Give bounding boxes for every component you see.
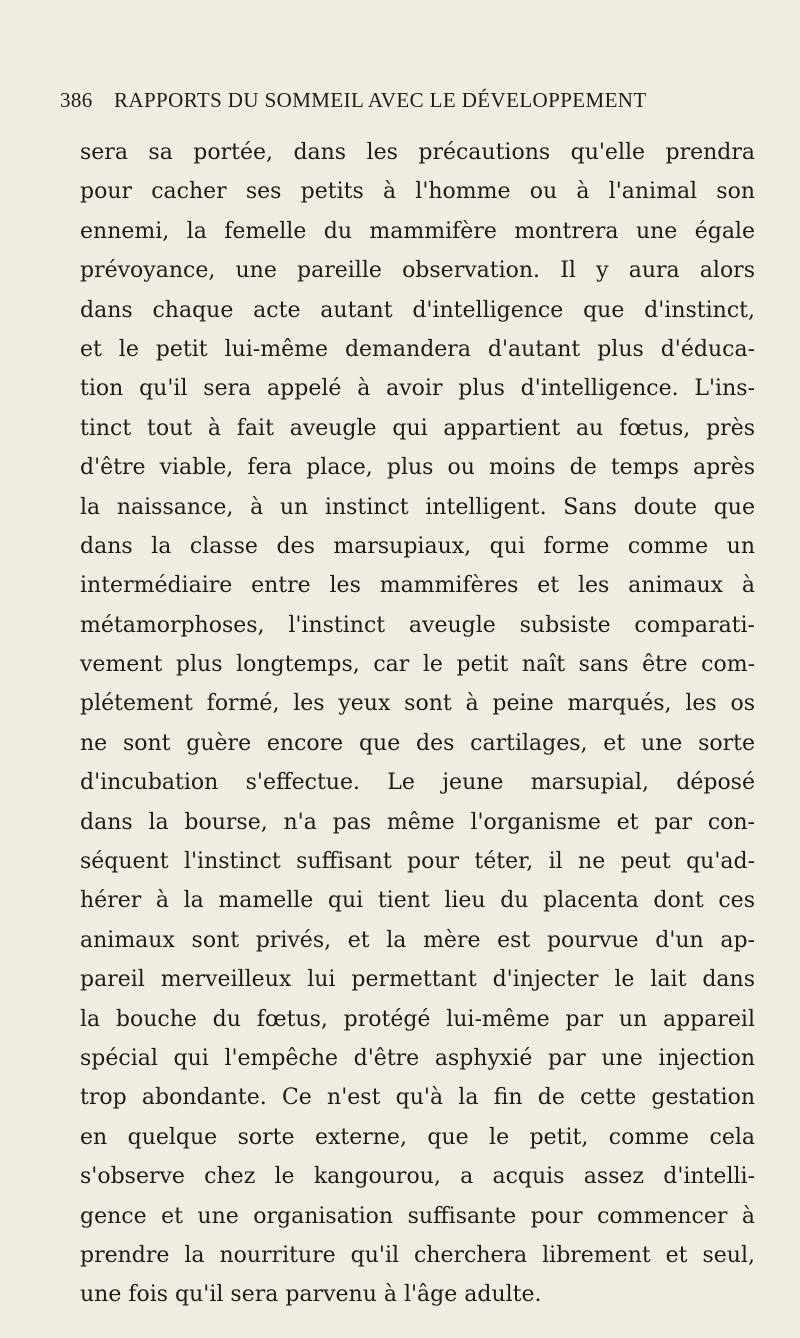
text-line: s'observe chez le kangourou, a acquis assez d'intelli-	[80, 1164, 755, 1190]
text-line: animaux sont privés, et la mère est pourvue d'un ap-	[80, 927, 755, 953]
text-line: la bouche du fœtus, protégé lui-même par un appareil	[80, 1006, 755, 1032]
text-line: intermédiaire entre les mammifères et les animaux à	[80, 573, 755, 599]
text-line: ne sont guère encore que des cartilages, et une sorte	[80, 730, 755, 756]
page-header	[56, 88, 746, 118]
text-line: hérer à la mamelle qui tient lieu du placenta dont ces	[80, 888, 755, 914]
text-line: séquent l'instinct suffisant pour téter, il ne peut qu'ad-	[80, 849, 755, 875]
text-line: dans chaque acte autant d'intelligence que d'instinct,	[80, 297, 755, 323]
text-line: prendre la nourriture qu'il cherchera librement et seul,	[80, 1242, 755, 1268]
text-line: gence et une organisation suffisante pour commencer à	[80, 1203, 755, 1229]
text-line: dans la classe des marsupiaux, qui forme comme un	[80, 533, 755, 559]
text-line: la naissance, à un instinct intelligent. Sans doute que	[80, 494, 755, 520]
text-line: une fois qu'il sera parvenu à l'âge adulte.	[80, 1282, 542, 1308]
text-line: trop abondante. Ce n'est qu'à la fin de cette gestation	[80, 1085, 755, 1111]
text-line: plétement formé, les yeux sont à peine marqués, les os	[80, 691, 755, 717]
text-line: spécial qui l'empêche d'être asphyxié par une injection	[80, 1045, 755, 1071]
text-line: prévoyance, une pareille observation. Il y aura alors	[80, 258, 755, 284]
text-line: vement plus longtemps, car le petit naît sans être com-	[80, 652, 755, 678]
text-line: sera sa portée, dans les précautions qu'elle prendra	[80, 140, 755, 165]
text-line: d'être viable, fera place, plus ou moins de temps après	[80, 455, 755, 481]
text-line: dans la bourse, n'a pas même l'organisme et par con-	[80, 809, 755, 835]
text-line: pour cacher ses petits à l'homme ou à l'animal son	[80, 179, 755, 205]
text-line: tinct tout à fait aveugle qui appartient au fœtus, près	[80, 415, 755, 441]
text-line: ennemi, la femelle du mammifère montrera une égale	[80, 218, 755, 244]
text-line: en quelque sorte externe, que le petit, comme cela	[80, 1124, 755, 1150]
text-line: d'incubation s'effectue. Le jeune marsupial, déposé	[80, 770, 755, 796]
text-line: pareil merveilleux lui permettant d'injecter le lait dans	[80, 967, 755, 993]
body-text	[80, 133, 755, 1315]
text-line: tion qu'il sera appelé à avoir plus d'intelligence. L'ins-	[80, 376, 755, 402]
page-number: 386	[60, 88, 93, 112]
text-line: et le petit lui-même demandera d'autant plus d'éduca-	[80, 336, 755, 362]
running-title: RAPPORTS DU SOMMEIL AVEC LE DÉVELOPPEMENT	[114, 88, 647, 112]
text-line: métamorphoses, l'instinct aveugle subsiste comparati-	[80, 612, 755, 638]
